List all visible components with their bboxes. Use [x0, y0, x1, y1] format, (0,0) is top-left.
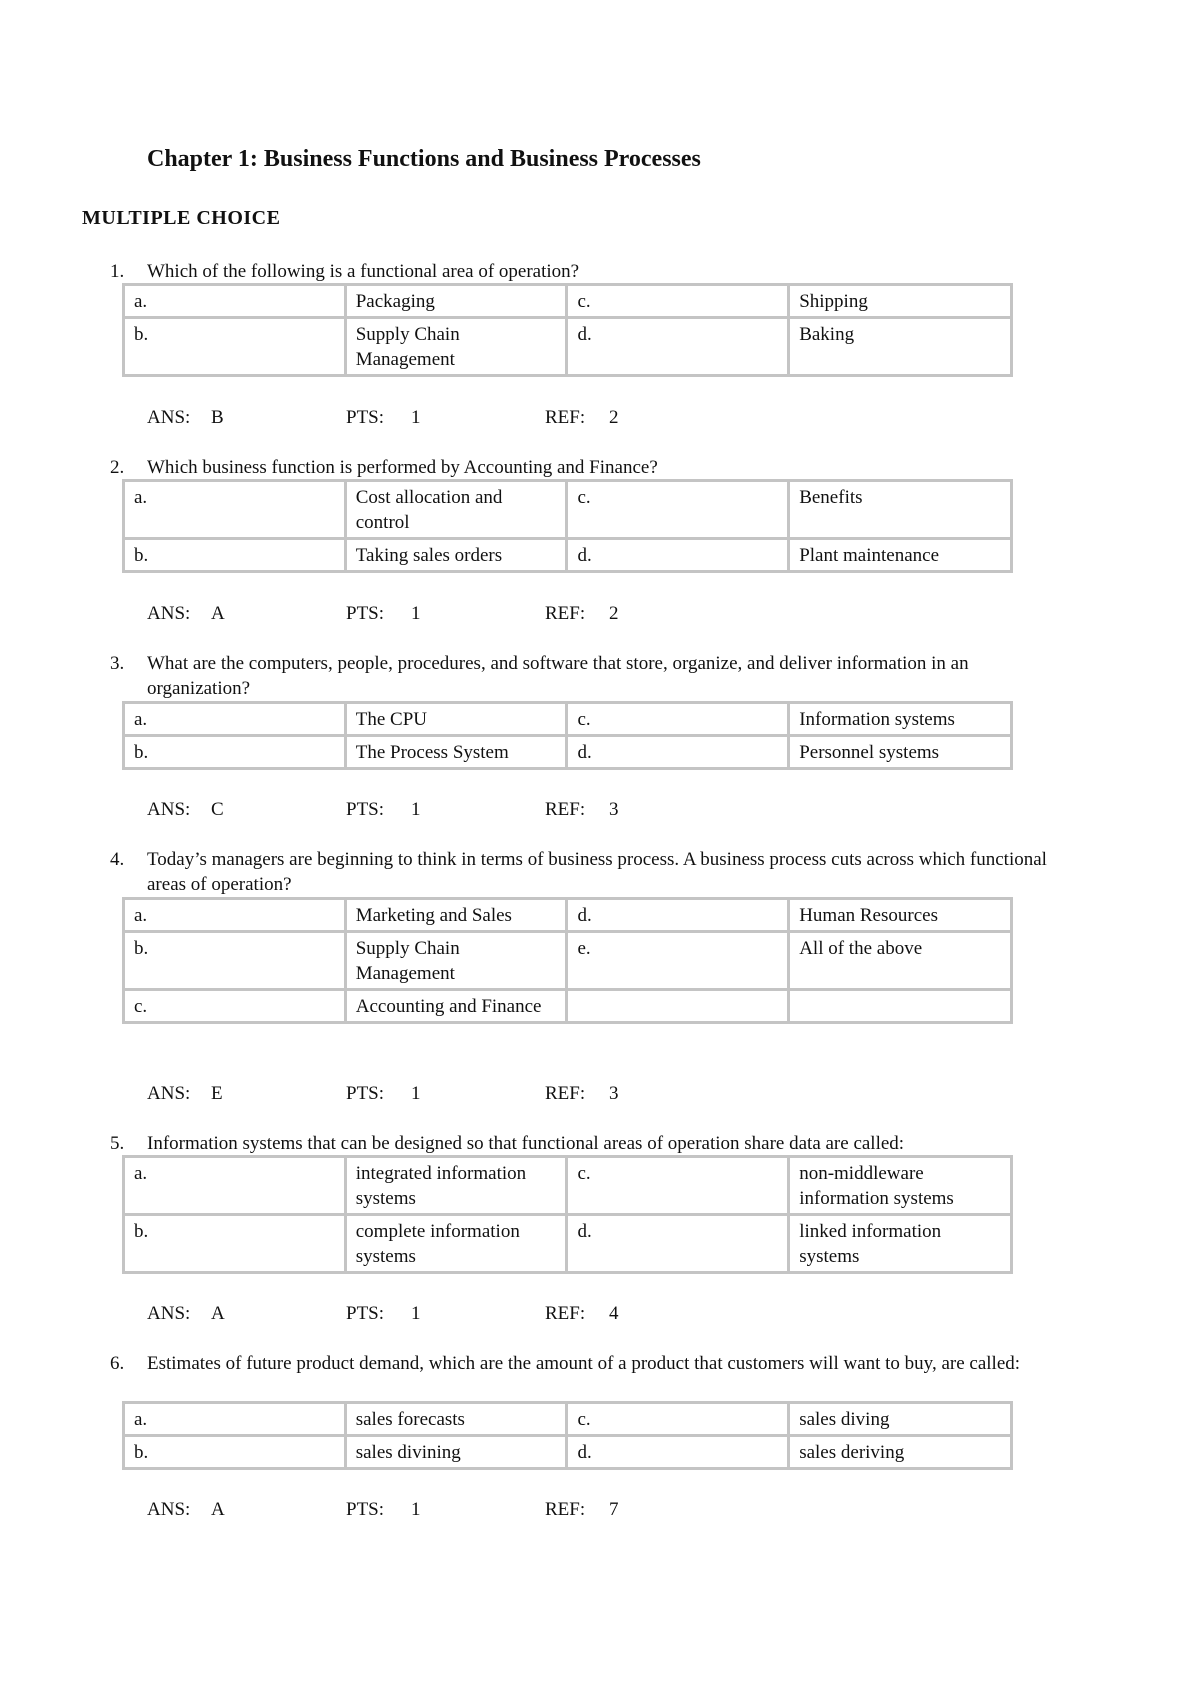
- option-letter: c.: [567, 285, 789, 318]
- reference-label: REF:: [545, 799, 586, 820]
- reference-label: REF:: [545, 407, 586, 428]
- option-row: [124, 703, 1012, 736]
- answer-label: ANS:: [147, 1083, 191, 1104]
- option-text: Baking: [789, 318, 1012, 376]
- option-row: [124, 481, 1012, 539]
- option-letter: b.: [124, 318, 346, 376]
- points-label: PTS:: [346, 407, 385, 428]
- option-text: Shipping: [789, 285, 1012, 318]
- option-text: The Process System: [345, 736, 567, 769]
- reference-value: 7: [609, 1499, 619, 1520]
- option-row: [124, 1215, 1012, 1273]
- option-letter: b.: [124, 539, 346, 572]
- option-text: Human Resources: [789, 899, 1012, 932]
- option-text: Benefits: [789, 481, 1012, 539]
- option-letter: d.: [567, 318, 789, 376]
- option-letter: d.: [567, 1436, 789, 1469]
- reference-label: REF:: [545, 603, 586, 624]
- question-text: Information systems that can be designed so that functional areas of operation share data are called:: [147, 1133, 905, 1154]
- reference-value: 4: [609, 1303, 619, 1324]
- option-letter: b.: [124, 736, 346, 769]
- answer-options-table: [122, 1401, 1013, 1470]
- points-label: PTS:: [346, 1499, 385, 1520]
- points-value: 1: [411, 407, 421, 428]
- option-letter: d.: [567, 1215, 789, 1273]
- option-letter: e.: [567, 932, 789, 990]
- answer-label: ANS:: [147, 1303, 191, 1324]
- option-letter: c.: [567, 1157, 789, 1215]
- answer-options-table: [122, 701, 1013, 770]
- option-text: Personnel systems: [789, 736, 1012, 769]
- answer-label: ANS:: [147, 407, 191, 428]
- option-text: Plant maintenance: [789, 539, 1012, 572]
- answer-options-table: [122, 283, 1013, 377]
- answer-label: ANS:: [147, 603, 191, 624]
- option-letter: d.: [567, 899, 789, 932]
- option-text: sales forecasts: [345, 1403, 567, 1436]
- section-heading: MULTIPLE CHOICE: [82, 207, 281, 229]
- question-number: 4.: [110, 849, 125, 870]
- option-row: [124, 736, 1012, 769]
- points-value: 1: [411, 1499, 421, 1520]
- question-number: 3.: [110, 653, 125, 674]
- option-text: integrated information systems: [345, 1157, 567, 1215]
- answer-options-table: [122, 1155, 1013, 1274]
- option-letter: a.: [124, 285, 346, 318]
- question-text: Today’s managers are beginning to think in terms of business process. A business process cuts across which functional areas of operation?: [147, 849, 1047, 895]
- option-text: sales diving: [789, 1403, 1012, 1436]
- option-text: non-middleware information systems: [789, 1157, 1012, 1215]
- page-title: Chapter 1: Business Functions and Business Processes: [147, 146, 701, 172]
- option-row: [124, 285, 1012, 318]
- answer-value: E: [211, 1083, 223, 1104]
- question-text: Which of the following is a functional area of operation?: [147, 261, 580, 282]
- answer-value: B: [211, 407, 224, 428]
- points-label: PTS:: [346, 799, 385, 820]
- option-row: [124, 1403, 1012, 1436]
- answer-value: A: [211, 603, 225, 624]
- points-label: PTS:: [346, 1303, 385, 1324]
- question-text: What are the computers, people, procedures, and software that store, organize, and deliver information in an organization?: [147, 653, 969, 699]
- option-text: linked information systems: [789, 1215, 1012, 1273]
- option-row: [124, 1436, 1012, 1469]
- reference-value: 3: [609, 799, 619, 820]
- answer-options-table: [122, 897, 1013, 1024]
- option-row: [124, 990, 1012, 1023]
- option-text: All of the above: [789, 932, 1012, 990]
- option-text: Marketing and Sales: [345, 899, 567, 932]
- option-letter: c.: [567, 703, 789, 736]
- answer-value: A: [211, 1303, 225, 1324]
- option-row: [124, 899, 1012, 932]
- option-letter: c.: [567, 481, 789, 539]
- option-text: Information systems: [789, 703, 1012, 736]
- reference-label: REF:: [545, 1303, 586, 1324]
- option-text: complete information systems: [345, 1215, 567, 1273]
- option-text: Packaging: [345, 285, 567, 318]
- option-text: [789, 990, 1012, 1023]
- reference-value: 2: [609, 603, 619, 624]
- option-text: Supply Chain Management: [345, 318, 567, 376]
- answer-label: ANS:: [147, 1499, 191, 1520]
- reference-value: 3: [609, 1083, 619, 1104]
- option-letter: a.: [124, 1157, 346, 1215]
- option-row: [124, 1157, 1012, 1215]
- option-text: Cost allocation and control: [345, 481, 567, 539]
- answer-value: C: [211, 799, 224, 820]
- option-letter: b.: [124, 1436, 346, 1469]
- question-number: 2.: [110, 457, 125, 478]
- answer-label: ANS:: [147, 799, 191, 820]
- option-letter: [567, 990, 789, 1023]
- question-text: Estimates of future product demand, which are the amount of a product that customers will want to buy, are called:: [147, 1353, 1021, 1374]
- option-letter: a.: [124, 899, 346, 932]
- answer-value: A: [211, 1499, 225, 1520]
- option-letter: b.: [124, 1215, 346, 1273]
- option-letter: a.: [124, 1403, 346, 1436]
- question-number: 6.: [110, 1353, 125, 1374]
- option-text: Accounting and Finance: [345, 990, 567, 1023]
- question-number: 5.: [110, 1133, 125, 1154]
- option-letter: b.: [124, 932, 346, 990]
- reference-label: REF:: [545, 1499, 586, 1520]
- option-letter: c.: [567, 1403, 789, 1436]
- points-value: 1: [411, 799, 421, 820]
- option-row: [124, 318, 1012, 376]
- points-value: 1: [411, 1083, 421, 1104]
- option-letter: c.: [124, 990, 346, 1023]
- option-row: [124, 932, 1012, 990]
- points-value: 1: [411, 1303, 421, 1324]
- option-text: sales deriving: [789, 1436, 1012, 1469]
- option-text: sales divining: [345, 1436, 567, 1469]
- option-text: Taking sales orders: [345, 539, 567, 572]
- points-value: 1: [411, 603, 421, 624]
- points-label: PTS:: [346, 1083, 385, 1104]
- question-text: Which business function is performed by Accounting and Finance?: [147, 457, 658, 478]
- option-row: [124, 539, 1012, 572]
- reference-label: REF:: [545, 1083, 586, 1104]
- question-number: 1.: [110, 261, 125, 282]
- option-letter: d.: [567, 539, 789, 572]
- option-text: Supply Chain Management: [345, 932, 567, 990]
- option-letter: a.: [124, 703, 346, 736]
- option-letter: a.: [124, 481, 346, 539]
- option-letter: d.: [567, 736, 789, 769]
- reference-value: 2: [609, 407, 619, 428]
- option-text: The CPU: [345, 703, 567, 736]
- answer-options-table: [122, 479, 1013, 573]
- points-label: PTS:: [346, 603, 385, 624]
